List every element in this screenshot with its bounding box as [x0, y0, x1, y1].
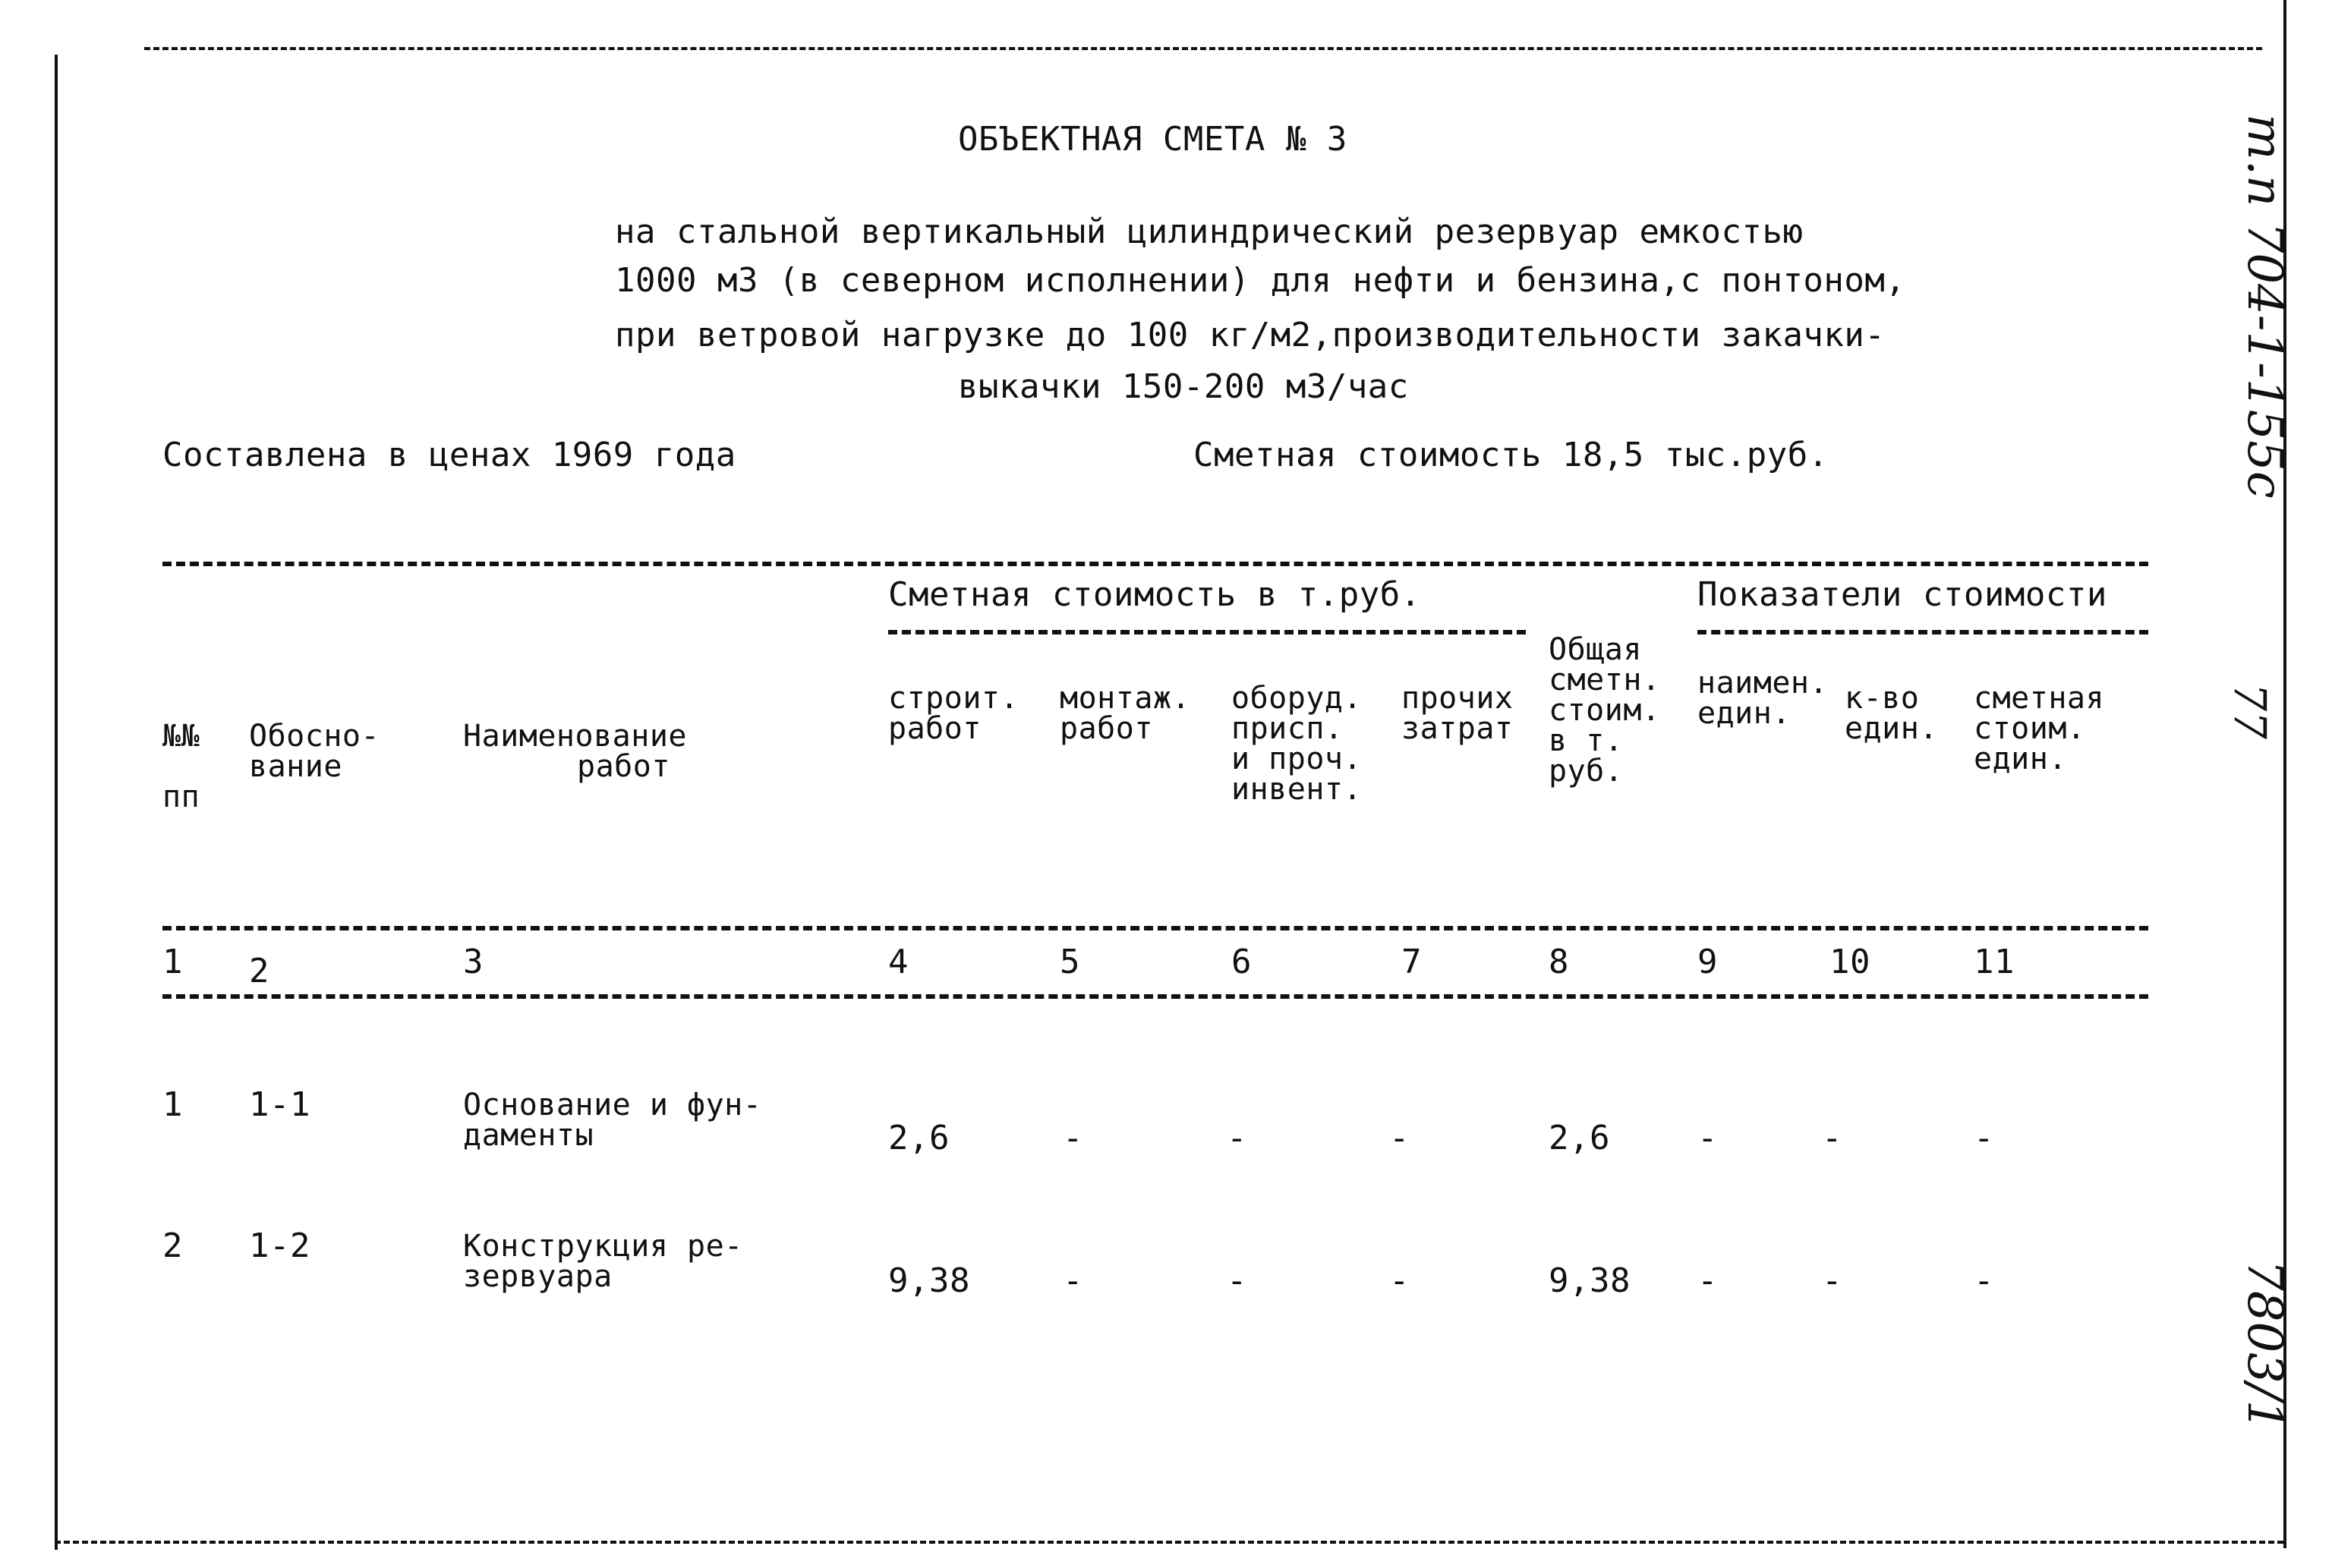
header-bottom-rule — [162, 926, 2148, 930]
row1-total: 2,6 — [1549, 1119, 1610, 1157]
column-number: 6 — [1231, 943, 1252, 981]
column-number: 2 — [249, 952, 269, 990]
column-number: 4 — [888, 943, 909, 981]
header-construction: строит. работ — [888, 681, 1019, 746]
description-line-2: 1000 м3 (в северном исполнении) для нефти и бензина,с понтоном, — [615, 261, 1906, 300]
header-total: Общая сметн. стоим. в т. руб. — [1549, 632, 1661, 789]
table-top-rule — [162, 562, 2148, 566]
cost-group-rule — [888, 630, 1526, 634]
row2-num: 2 — [162, 1226, 183, 1265]
row1-other: - — [1389, 1119, 1410, 1157]
column-numbers-rule — [162, 994, 2148, 999]
indicators-group-rule — [1697, 630, 2148, 634]
estimated-cost: Сметная стоимость 18,5 тыс.руб. — [1193, 436, 1829, 474]
left-border — [55, 55, 58, 1550]
column-number: 1 — [162, 943, 183, 981]
header-basis: Обосно- вание — [249, 719, 380, 784]
top-border — [144, 47, 2262, 50]
column-number: 5 — [1060, 943, 1080, 981]
column-number: 11 — [1974, 943, 2015, 981]
row1-unit-count: - — [1822, 1119, 1842, 1157]
document-title: ОБЪЕКТНАЯ СМЕТА № 3 — [958, 120, 1347, 159]
row1-basis: 1-1 — [249, 1085, 310, 1124]
row2-installation: - — [1063, 1261, 1083, 1300]
page-number-annotation: 77 — [2224, 683, 2276, 739]
row1-equipment: - — [1227, 1119, 1247, 1157]
row2-equipment: - — [1227, 1261, 1247, 1300]
bottom-border — [55, 1541, 2283, 1544]
row1-unit-cost: - — [1974, 1119, 1994, 1157]
column-number: 10 — [1829, 943, 1870, 981]
row2-name: Конструкция ре- зервуара — [463, 1229, 743, 1294]
description-line-3: при ветровой нагрузке до 100 кг/м2,производительности закачки- — [615, 316, 1886, 354]
header-unit-name: наимен. един. — [1697, 666, 1829, 731]
archive-number-annotation: 7803/1 — [2236, 1260, 2293, 1431]
row2-unit-count: - — [1822, 1261, 1842, 1300]
header-installation: монтаж. работ — [1060, 681, 1191, 746]
row1-installation: - — [1063, 1119, 1083, 1157]
row1-construction: 2,6 — [888, 1119, 950, 1157]
row1-name: Основание и фун- даменты — [463, 1088, 762, 1153]
row1-unit-name: - — [1697, 1119, 1718, 1157]
prices-note: Составлена в ценах 1969 года — [162, 436, 736, 474]
column-number: 9 — [1697, 943, 1718, 981]
row2-unit-cost: - — [1974, 1261, 1994, 1300]
description-line-4: выкачки 150-200 м3/час — [958, 367, 1409, 406]
doc-code-annotation: т.п 704-1-155с — [2236, 114, 2293, 499]
header-name: Наименование работ — [463, 719, 687, 784]
header-equipment: оборуд. присп. и проч. инвент. — [1231, 681, 1363, 807]
description-line-1: на стальной вертикальный цилиндрический резервуар емкостью — [615, 213, 1804, 251]
header-unit-cost: сметная стоим. един. — [1974, 681, 2105, 776]
indicators-group-header: Показатели стоимости — [1697, 575, 2107, 614]
cost-group-header: Сметная стоимость в т.руб. — [888, 575, 1421, 614]
row1-num: 1 — [162, 1085, 183, 1124]
row2-construction: 9,38 — [888, 1261, 970, 1300]
column-number: 3 — [463, 943, 484, 981]
column-number: 8 — [1549, 943, 1569, 981]
row2-other: - — [1389, 1261, 1410, 1300]
row2-basis: 1-2 — [249, 1226, 310, 1265]
column-number: 7 — [1401, 943, 1422, 981]
row2-unit-name: - — [1697, 1261, 1718, 1300]
row2-total: 9,38 — [1549, 1261, 1631, 1300]
header-num: №№ пп — [162, 719, 200, 814]
header-unit-count: к-во един. — [1845, 681, 1938, 746]
header-other: прочих затрат — [1401, 681, 1514, 746]
